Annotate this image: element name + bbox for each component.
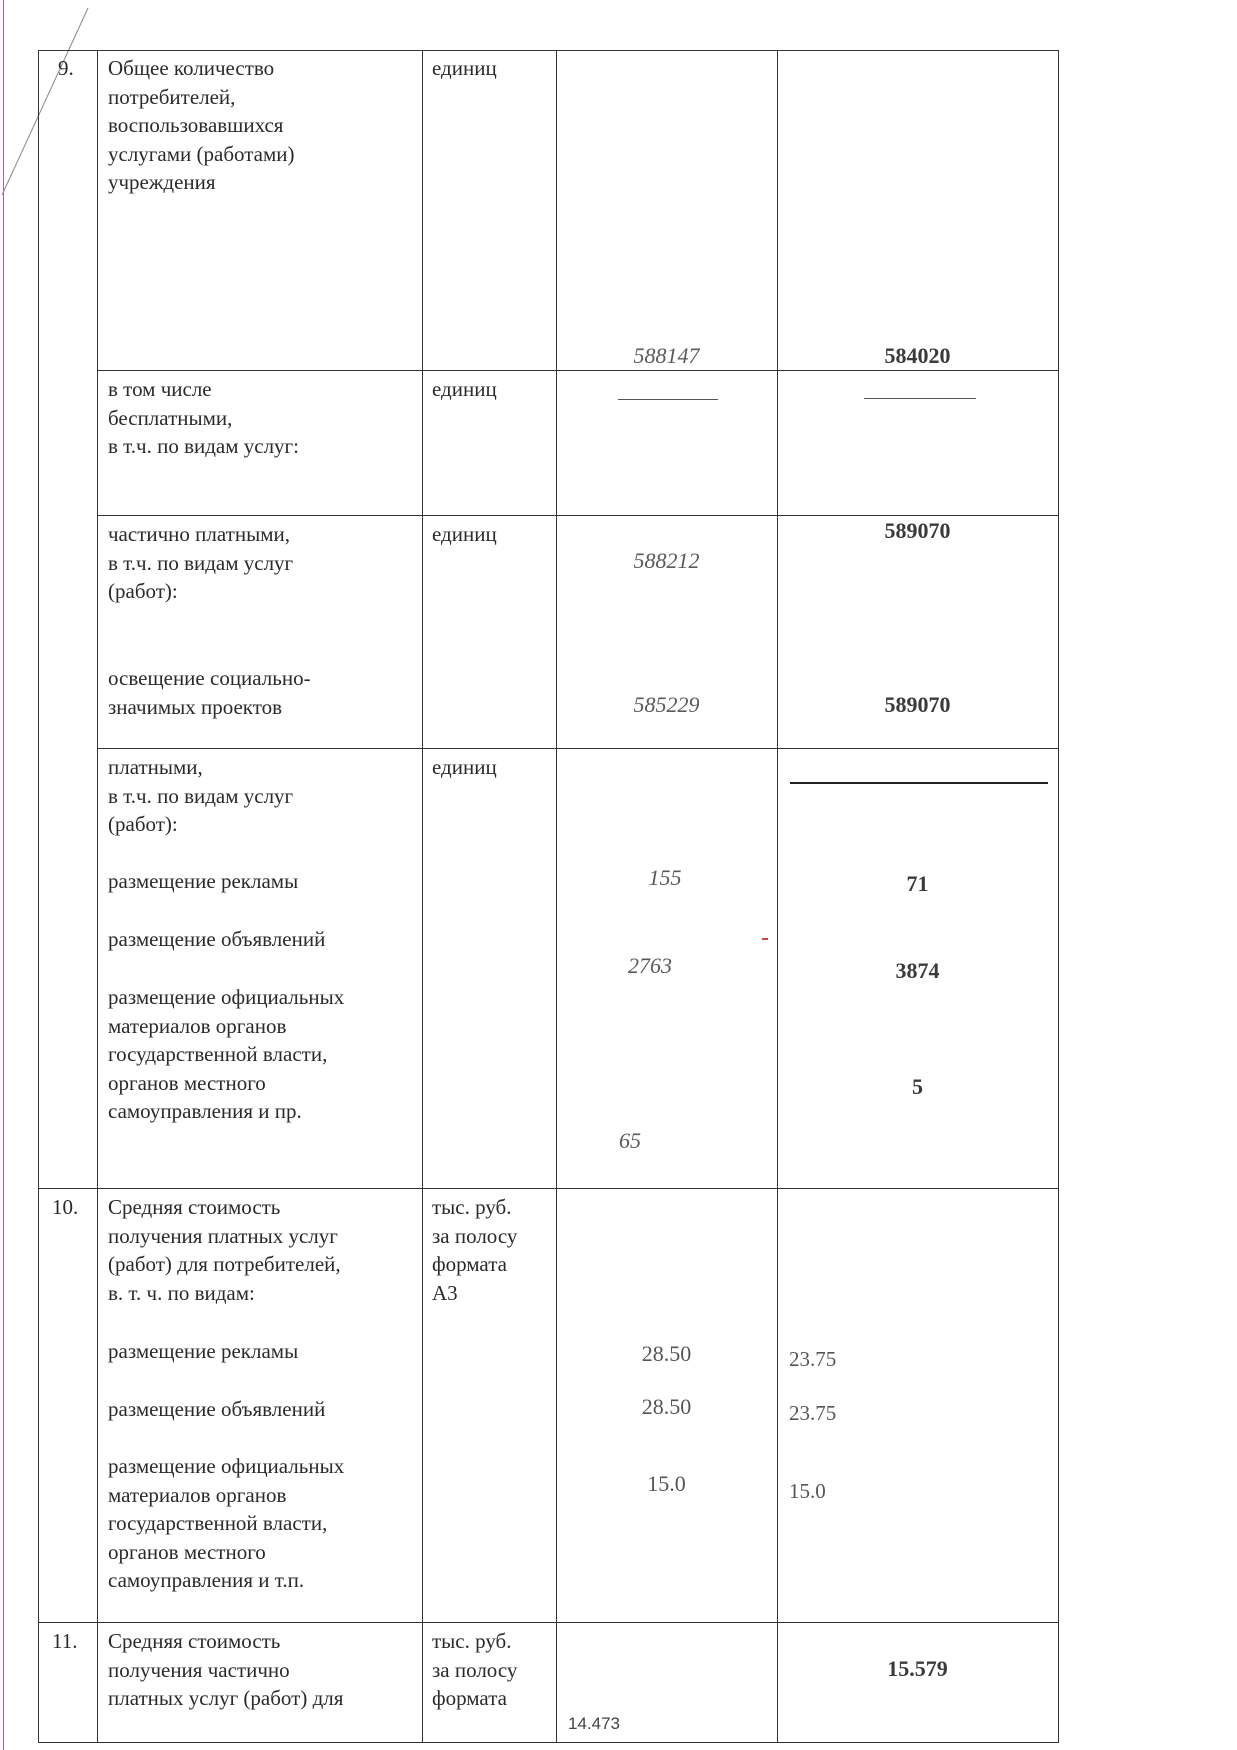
- row-10-number: 10.: [52, 1195, 79, 1219]
- row-10-label: Средняя стоимость получения платных услуг (работ) для потребителей, в. т. ч. по видам:: [108, 1195, 341, 1305]
- avg-item-label: размещение официальных материалов органов государственной власти, органов местного самоуправления и т.п.: [108, 1454, 345, 1592]
- row-9-curr-value: 584020: [884, 343, 951, 368]
- row-9-partial-sub-label: освещение социально- значимых проектов: [108, 666, 311, 719]
- row-11-curr-value: 15.579: [887, 1656, 948, 1681]
- row-9-partial-sub-prev: 585229: [633, 692, 700, 717]
- avg-item-prev: 15.0: [647, 1471, 686, 1496]
- row-9-partial-label: частично платными, в т.ч. по видам услуг (работ):: [108, 522, 294, 603]
- row-9-label: Общее количество потребителей, воспользовавшихся услугами (работами) учреждения: [108, 56, 295, 194]
- row-9-partial-sub-curr: 589070: [884, 692, 951, 717]
- avg-item-curr: 15.0: [789, 1479, 826, 1503]
- row-11-prev-value: 14.473: [568, 1714, 620, 1733]
- row-9-free-curr-dash: [864, 398, 976, 399]
- row-9-partial-prev-value: 588212: [633, 548, 700, 573]
- row-11-label: Средняя стоимость получения частично платных услуг (работ) для: [108, 1629, 344, 1710]
- row-9-paid-unit: единиц: [432, 755, 497, 779]
- paid-item-label: размещение объявлений: [108, 927, 326, 951]
- paid-item-curr: 5: [912, 1074, 923, 1099]
- row-9-paid-curr-dash: [790, 782, 1048, 784]
- row-11-unit: тыс. руб. за полосу формата: [432, 1629, 518, 1710]
- row-9-partial-unit: единиц: [432, 522, 497, 546]
- row-9-free-unit: единиц: [432, 377, 497, 401]
- avg-item-prev: 28.50: [641, 1341, 692, 1366]
- paid-item-prev: 65: [619, 1128, 641, 1153]
- paid-item-curr: 71: [906, 871, 929, 896]
- ink-speck: [762, 938, 768, 940]
- paid-item-label: размещение официальных материалов органов государственной власти, органов местного самоуправления и пр.: [108, 985, 345, 1123]
- row-9-free-label: в том числе бесплатными, в т.ч. по видам услуг:: [108, 377, 300, 458]
- row-9-number: 9.: [58, 56, 74, 80]
- avg-item-curr: 23.75: [789, 1401, 837, 1425]
- avg-item-label: размещение объявлений: [108, 1397, 326, 1421]
- scan-artifact-line: [0, 0, 90, 200]
- row-11-number: 11.: [52, 1629, 78, 1653]
- page-edge-line: [3, 0, 4, 1750]
- row-9-prev-value: 588147: [633, 343, 700, 368]
- avg-item-curr: 23.75: [789, 1347, 837, 1371]
- paid-item-prev: 155: [648, 865, 682, 890]
- avg-item-prev: 28.50: [641, 1394, 692, 1419]
- paid-item-prev: 2763: [628, 953, 672, 978]
- row-10-unit: тыс. руб. за полосу формата А3: [432, 1195, 518, 1305]
- row-9-partial-curr-value: 589070: [884, 518, 951, 543]
- row-9-unit: единиц: [432, 56, 497, 80]
- row-9-free-prev-dash: [618, 399, 718, 400]
- row-9-paid-label: платными, в т.ч. по видам услуг (работ):: [108, 755, 294, 836]
- paid-item-label: размещение рекламы: [108, 869, 299, 893]
- avg-item-label: размещение рекламы: [108, 1339, 299, 1363]
- paid-item-curr: 3874: [895, 958, 940, 983]
